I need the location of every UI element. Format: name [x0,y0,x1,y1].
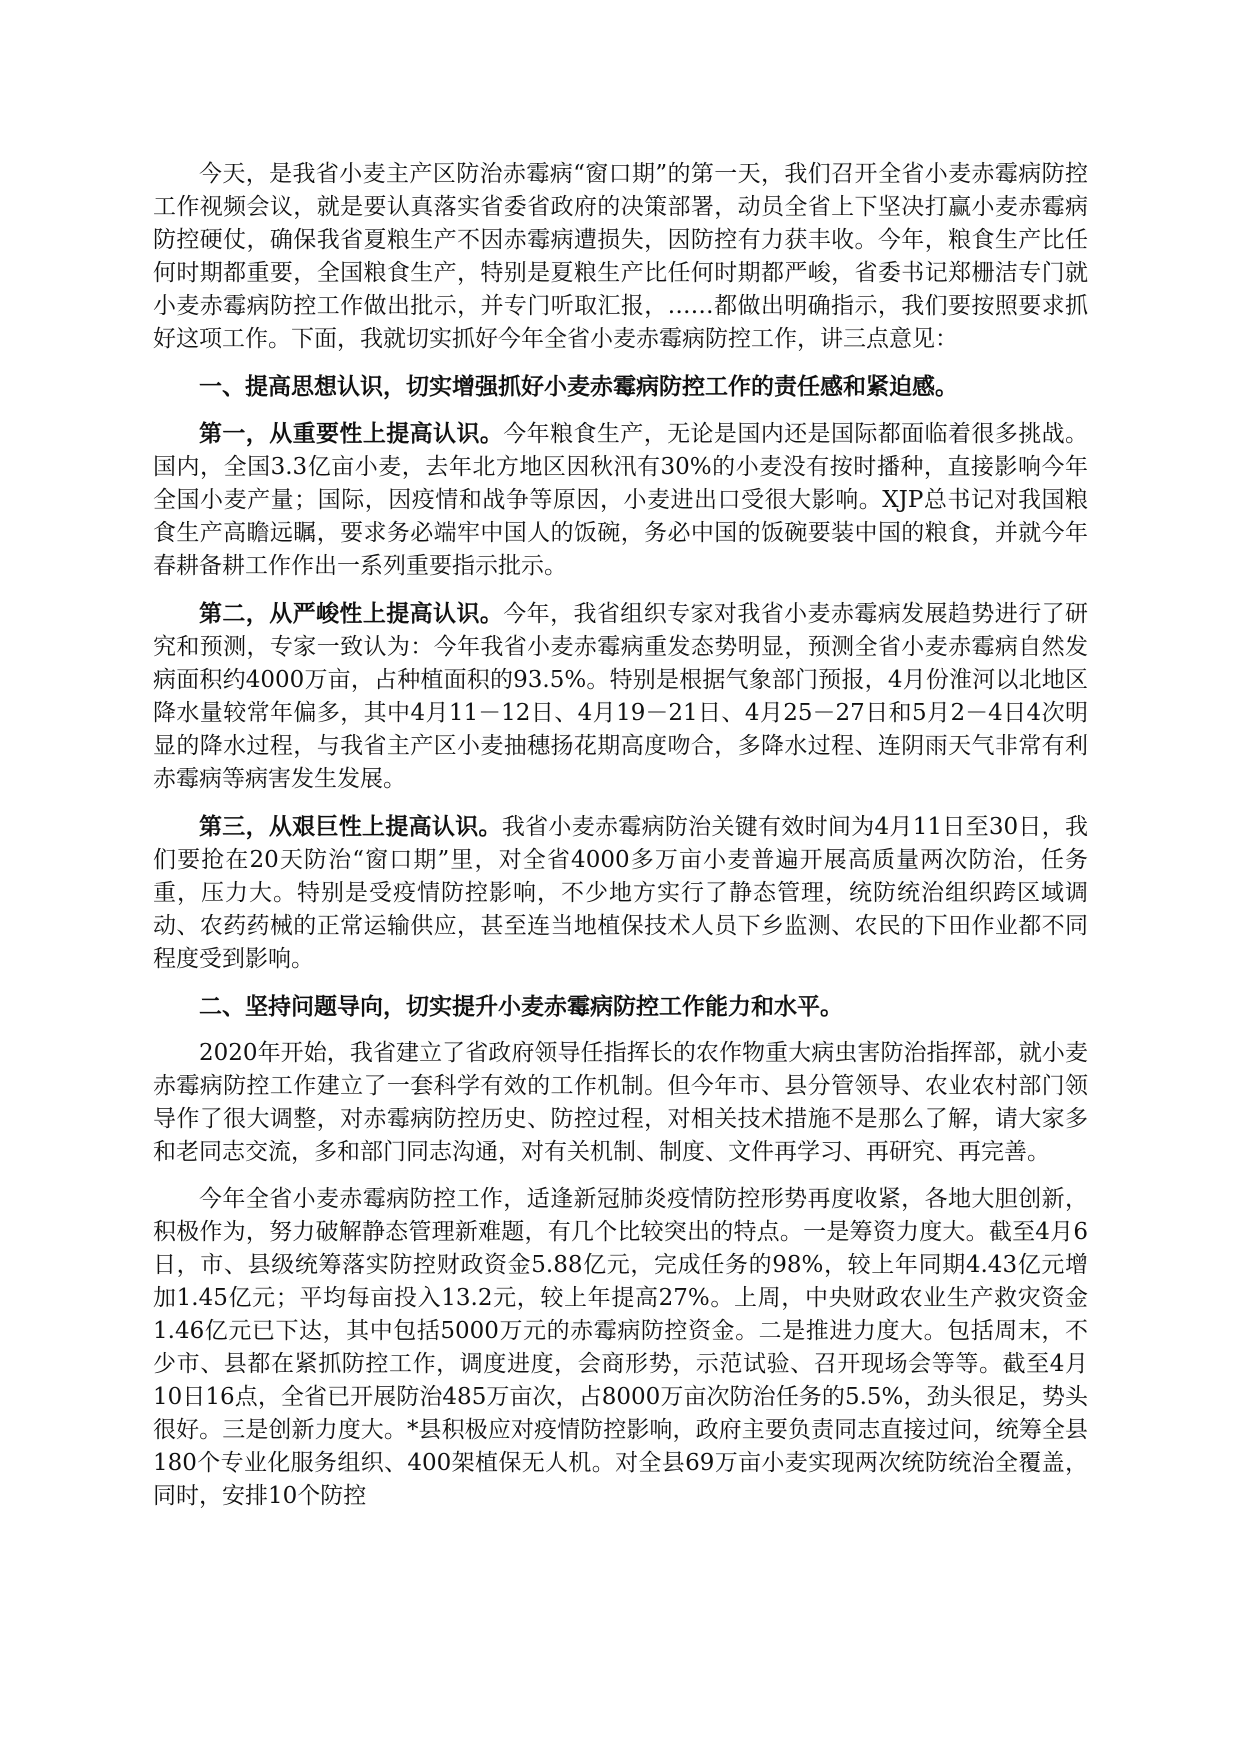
body-paragraph-features: 今年全省小麦赤霉病防控工作，适逢新冠肺炎疫情防控形势再度收紧，各地大胆创新，积极作为，努力破解静态管理新难题，有几个比较突出的特点。一是筹资力度大。截至4月6日，市、县级统筹落实防控财政资金5.88亿元，完成任务的98%，较上年同期4.43亿元增加1.45亿元；平均每亩投入13.2元，较上年提高27%。上周，中央财政农业生产救灾资金1.46亿元已下达，其中包括5000万元的赤霉病防控资金。二是推进力度大。包括周末，不少市、县都在紧抓防控工作，调度进度，会商形势，示范试验、召开现场会等等。截至4月10日16点，全省已开展防治485万亩次，占8000万亩次防治任务的5.5%，劲头很足，势头很好。三是创新力度大。*县积极应对疫情防控影响，政府主要负责同志直接过问，统筹全县180个专业化服务组织、400架植保无人机。对全县69万亩小麦实现两次统防统治全覆盖，同时，安排10个防控 [153,1186,1088,1509]
body-paragraph-mechanism: 2020年开始，我省建立了省政府领导任指挥长的农作物重大病虫害防治指挥部，就小麦赤霉病防控工作建立了一套科学有效的工作机制。但今年市、县分管领导、农业农村部门领导作了很大调整，对赤霉病防控历史、防控过程，对相关技术措施不是那么了解，请大家多和老同志交流，多和部门同志沟通，对有关机制、制度、文件再学习、再研究、再完善。 [153,1040,1088,1165]
point-lead-difficulty: 第三，从艰巨性上提高认识。 [199,813,502,840]
intro-paragraph: 今天，是我省小麦主产区防治赤霉病“窗口期”的第一天，我们召开全省小麦赤霉病防控工作视频会议，就是要认真落实省委省政府的决策部署，动员全省上下坚决打赢小麦赤霉病防控硬仗，确保我省夏粮生产不因赤霉病遭损失，因防控有力获丰收。今年，粮食生产比任何时期都重要，全国粮食生产，特别是夏粮生产比任何时期都严峻，省委书记郑栅洁专门就小麦赤霉病防控工作做出批示，并专门听取汇报，……都做出明确指示，我们要按照要求抓好这项工作。下面，我就切实抓好今年全省小麦赤霉病防控工作，讲三点意见： [153,161,1088,352]
section-heading-1: 一、提高思想认识，切实增强抓好小麦赤霉病防控工作的责任感和紧迫感。 [199,373,958,400]
point-lead-severity: 第二，从严峻性上提高认识。 [199,600,504,627]
point-paragraph-difficulty: 第三，从艰巨性上提高认识。我省小麦赤霉病防治关键有效时间为4月11日至30日，我们要抢在20天防治“窗口期”里，对全省4000多万亩小麦普遍开展高质量两次防治，任务重，压力大。特别是受疫情防控影响，不少地方实行了静态管理，统防统治组织跨区域调动、农药药械的正常运输供应，甚至连当地植保技术人员下乡监测、农民的下田作业都不同程度受到影响。 [153,813,1089,972]
point-paragraph-importance: 第一，从重要性上提高认识。今年粮食生产，无论是国内还是国际都面临着很多挑战。国内，全国3.3亿亩小麦，去年北方地区因秋汛有30%的小麦没有按时播种，直接影响今年全国小麦产量；国际，因疫情和战争等原因，小麦进出口受很大影响。XJP总书记对我国粮食生产高瞻远瞩，要求务必端牢中国人的饭碗，务必中国的饭碗要装中国的粮食，并就今年春耕备耕工作作出一系列重要指示批示。 [153,420,1089,579]
point-paragraph-severity: 第二，从严峻性上提高认识。今年，我省组织专家对我省小麦赤霉病发展趋势进行了研究和预测，专家一致认为：今年我省小麦赤霉病重发态势明显，预测全省小麦赤霉病自然发病面积约4000万亩，占种植面积的93.5%。特别是根据气象部门预报，4月份淮河以北地区降水量较常年偏多，其中4月11－12日、4月19－21日、4月25－27日和5月2－4日4次明显的降水过程，与我省主产区小麦抽穗扬花期高度吻合，多降水过程、连阴雨天气非常有利赤霉病等病害发生发展。 [153,600,1089,792]
section-heading-2: 二、坚持问题导向，切实提升小麦赤霉病防控工作能力和水平。 [199,993,843,1020]
document-page [153,158,1088,1527]
point-lead-importance: 第一，从重要性上提高认识。 [199,420,504,447]
